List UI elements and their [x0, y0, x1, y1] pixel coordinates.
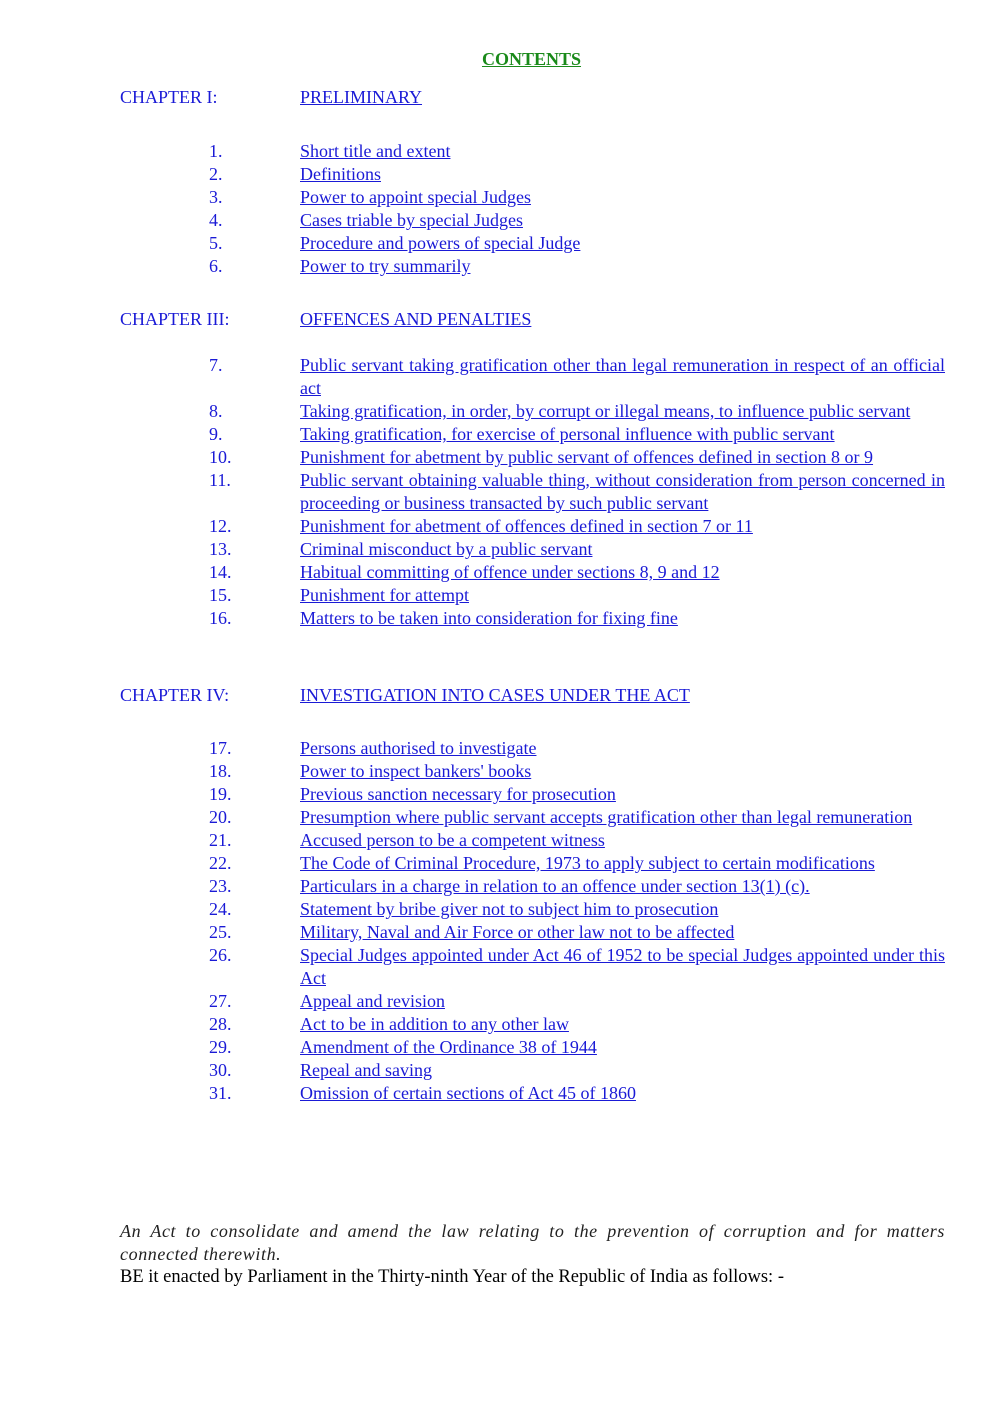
- section-link[interactable]: Accused person to be a competent witness: [300, 830, 605, 850]
- section-number: 19.: [209, 784, 232, 804]
- list-item: [209, 584, 945, 607]
- chapter-title-link[interactable]: OFFENCES AND PENALTIES: [300, 309, 532, 329]
- section-number: 21.: [209, 830, 232, 850]
- section-link[interactable]: The Code of Criminal Procedure, 1973 to apply subject to certain modifications: [300, 853, 875, 873]
- section-number: 9.: [209, 424, 223, 444]
- preamble-intro: An Act to consolidate and amend the law relating to the prevention of corruption and for matters connected therewith.: [120, 1221, 945, 1264]
- list-item: [209, 209, 945, 232]
- list-item: [209, 737, 945, 760]
- section-number: 30.: [209, 1060, 232, 1080]
- section-link[interactable]: Repeal and saving: [300, 1060, 432, 1080]
- section-number: 12.: [209, 516, 232, 536]
- section-number: 29.: [209, 1037, 232, 1057]
- list-item: [209, 806, 945, 829]
- section-link[interactable]: Public servant obtaining valuable thing, without consideration from person concerned in proceeding or business transacted by such public servant: [300, 470, 945, 513]
- section-link[interactable]: Punishment for attempt: [300, 585, 469, 605]
- section-number: 14.: [209, 562, 232, 582]
- section-link[interactable]: Short title and extent: [300, 141, 451, 161]
- section-link[interactable]: Persons authorised to investigate: [300, 738, 537, 758]
- list-item: [209, 898, 945, 921]
- list-item: [209, 140, 945, 163]
- list-item: [209, 538, 945, 561]
- section-number: 5.: [209, 233, 223, 253]
- chapter-number: CHAPTER IV:: [120, 685, 230, 705]
- section-link[interactable]: Matters to be taken into consideration for fixing fine: [300, 608, 678, 628]
- section-number: 1.: [209, 141, 223, 161]
- section-link[interactable]: Punishment for abetment by public servant of offences defined in section 8 or 9: [300, 447, 874, 467]
- section-link[interactable]: Presumption where public servant accepts gratification other than legal remuneration: [300, 807, 913, 827]
- chapter-title-link[interactable]: INVESTIGATION INTO CASES UNDER THE ACT: [300, 685, 690, 705]
- list-item: [209, 255, 945, 278]
- section-number: 11.: [209, 470, 231, 490]
- list-item: [209, 875, 945, 898]
- section-link[interactable]: Power to appoint special Judges: [300, 187, 531, 207]
- section-link[interactable]: Taking gratification, for exercise of personal influence with public servant: [300, 424, 835, 444]
- section-link[interactable]: Military, Naval and Air Force or other law not to be affected: [300, 922, 735, 942]
- section-link[interactable]: Appeal and revision: [300, 991, 445, 1011]
- section-number: 4.: [209, 210, 223, 230]
- section-link[interactable]: Public servant taking gratification other than legal remuneration in respect of an official act: [300, 355, 945, 398]
- section-link[interactable]: Act to be in addition to any other law: [300, 1014, 569, 1034]
- list-item: [209, 400, 945, 423]
- list-item: [209, 1082, 945, 1105]
- list-item: [209, 829, 945, 852]
- list-item: [209, 186, 945, 209]
- section-number: 6.: [209, 256, 223, 276]
- enacting-clause: BE it enacted by Parliament in the Thirty-ninth Year of the Republic of India as follows: -: [120, 1267, 784, 1287]
- list-item: [209, 1013, 945, 1036]
- section-number: 23.: [209, 876, 232, 896]
- section-number: 22.: [209, 853, 232, 873]
- section-link[interactable]: Power to try summarily: [300, 256, 471, 276]
- section-number: 2.: [209, 164, 223, 184]
- section-link[interactable]: Punishment for abetment of offences defined in section 7 or 11: [300, 516, 753, 536]
- section-link[interactable]: Criminal misconduct by a public servant: [300, 539, 593, 559]
- section-number: 15.: [209, 585, 232, 605]
- section-number: 10.: [209, 447, 232, 467]
- section-number: 17.: [209, 738, 232, 758]
- list-item: [209, 1036, 945, 1059]
- preamble: [120, 1220, 945, 1289]
- chapter-title-link[interactable]: PRELIMINARY: [300, 87, 423, 107]
- section-number: 8.: [209, 401, 223, 421]
- section-link[interactable]: Taking gratification, in order, by corrupt or illegal means, to influence public servant: [300, 401, 911, 421]
- section-number: 3.: [209, 187, 223, 207]
- section-number: 28.: [209, 1014, 232, 1034]
- section-number: 16.: [209, 608, 232, 628]
- list-item: [209, 1059, 945, 1082]
- section-number: 13.: [209, 539, 232, 559]
- list-item: [209, 423, 945, 446]
- section-number: 26.: [209, 945, 232, 965]
- section-number: 18.: [209, 761, 232, 781]
- section-number: 20.: [209, 807, 232, 827]
- section-number: 7.: [209, 355, 223, 375]
- list-item: [209, 921, 945, 944]
- list-item: [209, 852, 945, 875]
- list-item: [209, 232, 945, 255]
- list-item: [209, 760, 945, 783]
- list-item: [209, 163, 945, 186]
- chapter-heading-4: [120, 684, 945, 707]
- list-item: [209, 607, 945, 630]
- section-link[interactable]: Cases triable by special Judges: [300, 210, 523, 230]
- section-link[interactable]: Habitual committing of offence under sections 8, 9 and 12: [300, 562, 720, 582]
- section-link[interactable]: Procedure and powers of special Judge: [300, 233, 581, 253]
- list-item: [209, 944, 945, 990]
- section-list-chapter-4: [209, 737, 945, 1105]
- section-number: 24.: [209, 899, 232, 919]
- list-item: [209, 783, 945, 806]
- chapter-number: CHAPTER I:: [120, 87, 218, 107]
- section-link[interactable]: Omission of certain sections of Act 45 of 1860: [300, 1083, 636, 1103]
- section-link[interactable]: Amendment of the Ordinance 38 of 1944: [300, 1037, 597, 1057]
- list-item: [209, 446, 945, 469]
- chapter-heading-1: [120, 86, 945, 109]
- section-link[interactable]: Power to inspect bankers' books: [300, 761, 532, 781]
- chapter-number: CHAPTER III:: [120, 309, 230, 329]
- list-item: [209, 469, 945, 515]
- contents-title: CONTENTS: [481, 49, 582, 69]
- section-number: 25.: [209, 922, 232, 942]
- list-item: [209, 515, 945, 538]
- section-link[interactable]: Statement by bribe giver not to subject him to prosecution: [300, 899, 719, 919]
- section-list-chapter-3: [209, 354, 945, 630]
- list-item: [209, 990, 945, 1013]
- section-link[interactable]: Definitions: [300, 164, 381, 184]
- list-item: [209, 354, 945, 400]
- section-link[interactable]: Particulars in a charge in relation to an offence under section 13(1) (c).: [300, 876, 810, 896]
- section-number: 27.: [209, 991, 232, 1011]
- chapter-heading-3: [120, 308, 945, 331]
- section-number: 31.: [209, 1083, 232, 1103]
- section-link[interactable]: Special Judges appointed under Act 46 of 1952 to be special Judges appointed under this Act: [300, 945, 945, 988]
- section-link[interactable]: Previous sanction necessary for prosecution: [300, 784, 616, 804]
- section-list-chapter-1: [209, 140, 945, 278]
- list-item: [209, 561, 945, 584]
